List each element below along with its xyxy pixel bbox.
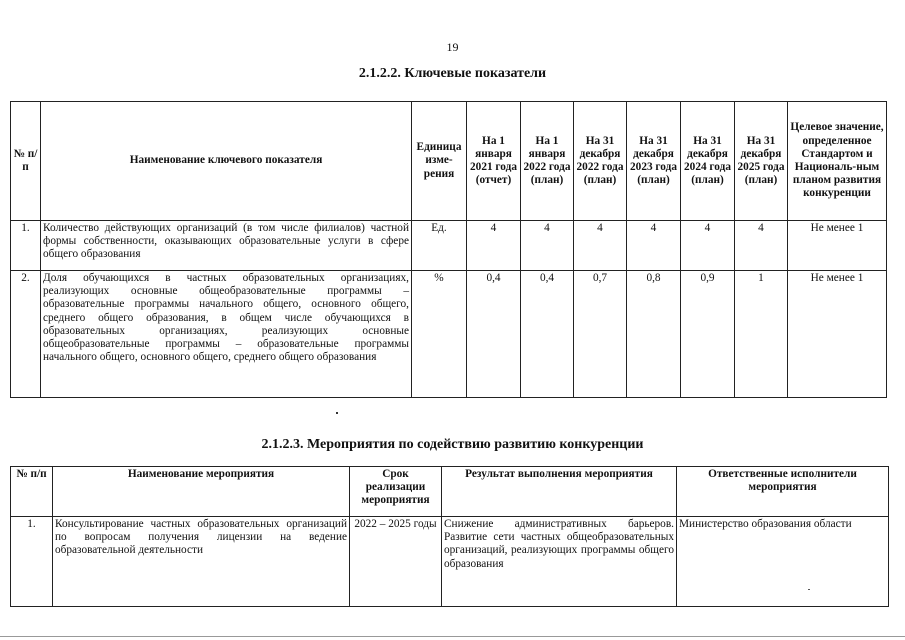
scan-speck	[808, 589, 810, 590]
row-value: 4	[521, 221, 574, 271]
header-result: Результат выполнения мероприятия	[442, 467, 677, 517]
row-target: Не менее 1	[788, 221, 887, 271]
row-num: 1.	[11, 221, 41, 271]
row-indicator-name: Доля обучающихся в частных образовательных организациях, реализующих основные общеобразовательные программы – образовательные программы начального общего, основного общего, среднего общего образования, в общем числе обучающихся в образовательных организациях, реализующих основные общеобразовательные программы – образовательные программы начального общего, основного общего, среднего общего образования	[41, 271, 412, 398]
header-2025: На 31 декабря 2025 года (план)	[735, 102, 788, 221]
row-unit: %	[412, 271, 467, 398]
row-unit: Ед.	[412, 221, 467, 271]
page-number: 19	[446, 40, 459, 54]
section-title-key-indicators: 2.1.2.2. Ключевые показатели	[358, 66, 547, 81]
row-value: 0,8	[627, 271, 681, 398]
row-value: 4	[735, 221, 788, 271]
header-responsible: Ответственные исполнители мероприятия	[677, 467, 889, 517]
row-result: Снижение административных барьеров. Развитие сети частных общеобразовательных организаций, реализующих программы общего образования	[442, 517, 677, 607]
page-edge-line	[0, 636, 905, 637]
header-term: Срок реализации мероприятия	[350, 467, 442, 517]
row-num: 2.	[11, 271, 41, 398]
key-indicators-table	[10, 101, 887, 398]
row-value: 0,7	[574, 271, 627, 398]
row-num: 1.	[11, 517, 53, 607]
table-row	[11, 517, 889, 607]
header-num: № п/п	[11, 102, 41, 221]
header-2022-dec: На 31 декабря 2022 года (план)	[574, 102, 627, 221]
header-2023: На 31 декабря 2023 года (план)	[627, 102, 681, 221]
header-unit: Единица изме-рения	[412, 102, 467, 221]
row-value: 0,4	[521, 271, 574, 398]
row-value: 4	[467, 221, 521, 271]
table-row	[11, 221, 887, 271]
row-value: 4	[681, 221, 735, 271]
row-value: 0,4	[467, 271, 521, 398]
row-indicator-name: Количество действующих организаций (в том числе филиалов) частной формы собственности, оказывающих образовательные услуги в сфере общего образования	[41, 221, 412, 271]
row-target: Не менее 1	[788, 271, 887, 398]
row-value: 4	[574, 221, 627, 271]
header-measure-name: Наименование мероприятия	[53, 467, 350, 517]
scan-speck	[336, 412, 338, 414]
header-2022-jan: На 1 января 2022 года (план)	[521, 102, 574, 221]
table-header-row	[11, 467, 889, 517]
row-term: 2022 – 2025 годы	[350, 517, 442, 607]
header-indicator-name: Наименование ключевого показателя	[41, 102, 412, 221]
header-target: Целевое значение, определенное Стандартом и Националь-ным планом развития конкуренции	[788, 102, 887, 221]
row-measure-name: Консультирование частных образовательных организаций по вопросам получения лицензии на ведение образовательной деятельности	[53, 517, 350, 607]
section-title-measures: 2.1.2.3. Мероприятия по содействию развитию конкуренции	[261, 437, 644, 452]
header-num: № п/п	[11, 467, 53, 517]
header-2024: На 31 декабря 2024 года (план)	[681, 102, 735, 221]
measures-table	[10, 466, 889, 607]
row-value: 4	[627, 221, 681, 271]
header-2021: На 1 января 2021 года (отчет)	[467, 102, 521, 221]
row-value: 1	[735, 271, 788, 398]
table-row	[11, 271, 887, 398]
table-header-row	[11, 102, 887, 221]
row-value: 0,9	[681, 271, 735, 398]
row-responsible: Министерство образования области	[677, 517, 889, 607]
